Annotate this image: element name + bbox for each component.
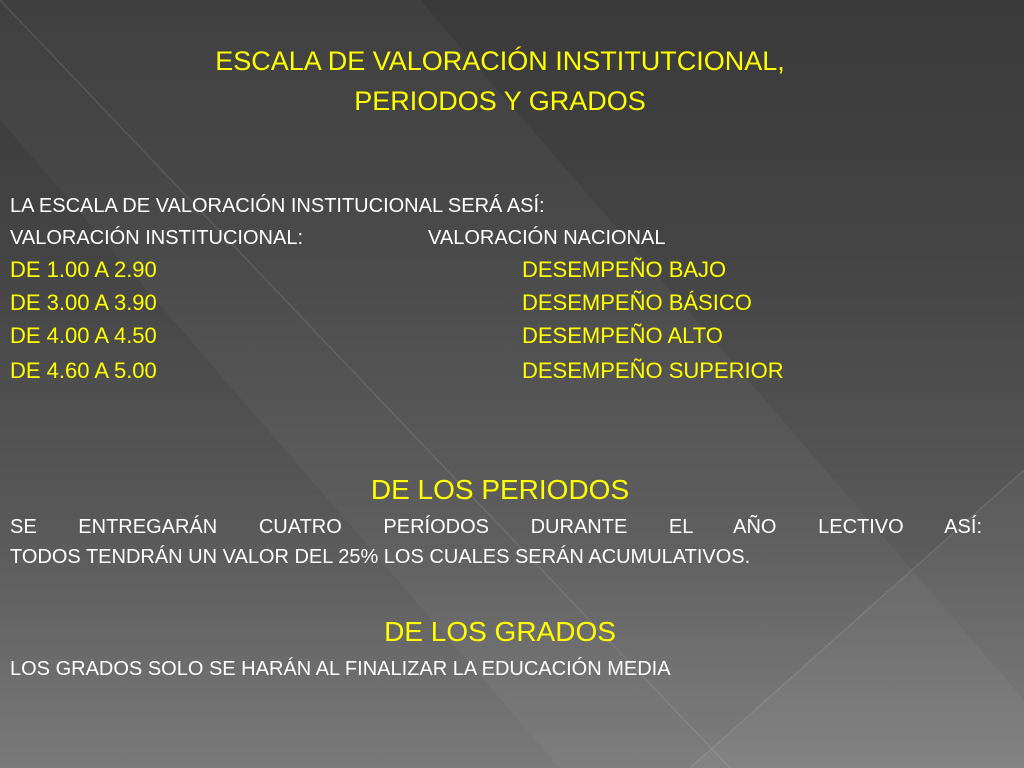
scale-row-level: DESEMPEÑO BÁSICO [522,290,752,315]
scale-row-range: DE 3.00 A 3.90 [10,290,157,315]
scale-row-level: DESEMPEÑO ALTO [522,323,723,348]
title-line-1: ESCALA DE VALORACIÓN INSTITUTCIONAL, [215,46,785,76]
scale-intro: LA ESCALA DE VALORACIÓN INSTITUCIONAL SERÁ ASÍ: [10,195,545,217]
scale-row-range: DE 1.00 A 2.90 [10,257,157,282]
grados-line-1: LOS GRADOS SOLO SE HARÁN AL FINALIZAR LA EDUCACIÓN MEDIA [10,658,671,680]
scale-row-range: DE 4.00 A 4.50 [10,323,157,348]
periodos-line-2: TODOS TENDRÁN UN VALOR DEL 25% LOS CUALES SERÁN ACUMULATIVOS. [10,546,751,568]
grados-heading: DE LOS GRADOS [384,616,616,647]
scale-header-national: VALORACIÓN NACIONAL [428,227,666,249]
title-line-2: PERIODOS Y GRADOS [354,86,646,116]
scale-row-range: DE 4.60 A 5.00 [10,358,157,383]
periodos-heading: DE LOS PERIODOS [370,474,630,505]
scale-row-level: DESEMPEÑO SUPERIOR [522,358,784,383]
scale-row-level: DESEMPEÑO BAJO [522,257,727,282]
periodos-line-1: SE ENTREGARÁN CUATRO PERÍODOS DURANTE EL AÑO LECTIVO ASÍ: [10,516,982,538]
scale-header-institutional: VALORACIÓN INSTITUCIONAL: [10,227,304,249]
